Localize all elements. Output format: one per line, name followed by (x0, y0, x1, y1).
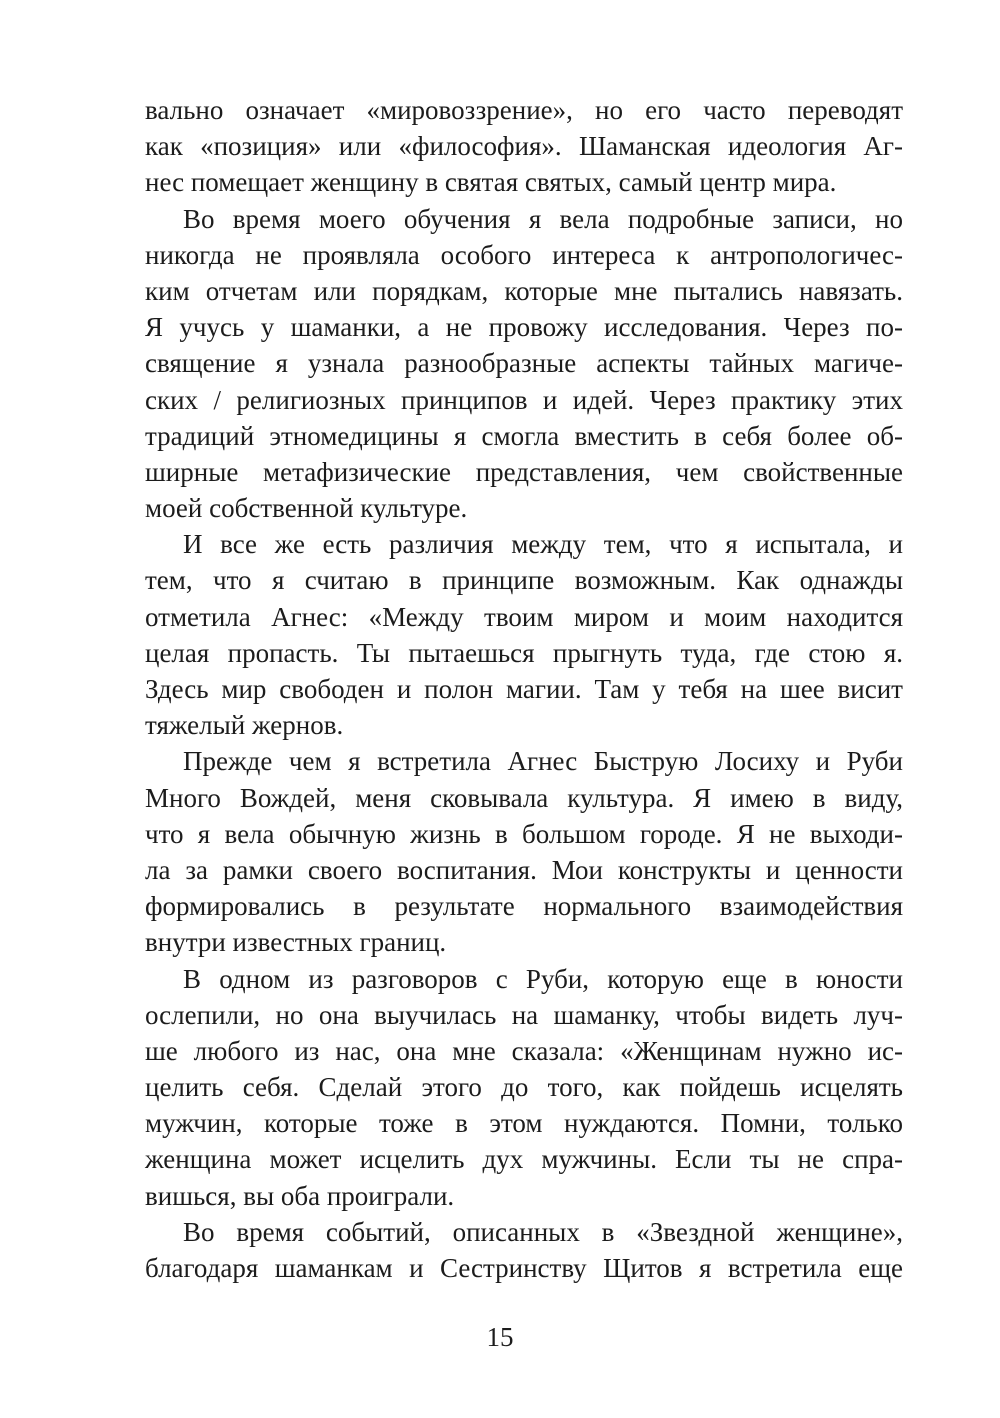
text-line: Во время моего обучения я вела подробные записи, но (183, 203, 903, 234)
text-line: традиций этномедицины я смогла вместить в себя более об- (145, 420, 903, 451)
paragraph (145, 1214, 903, 1286)
text-line: ослепили, но она выучилась на шаманку, чтобы видеть луч- (145, 999, 903, 1030)
text-line: ким отчетам или порядкам, которые мне пытались навязать. (145, 275, 903, 306)
text-line: никогда не проявляла особого интереса к антропологичес- (145, 239, 903, 270)
text-line: Прежде чем я встретила Агнес Быструю Лосиху и Руби (183, 746, 903, 777)
paragraph (145, 526, 903, 743)
text-line: нес помещает женщину в святая святых, самый центр мира. (145, 167, 837, 198)
paragraph (145, 92, 903, 201)
text-line: мужчин, которые тоже в этом нуждаются. Помни, только (145, 1108, 903, 1139)
text-line: ских / религиозных принципов и идей. Через практику этих (145, 384, 903, 415)
text-line: Здесь мир свободен и полон магии. Там у тебя на шее висит (145, 674, 903, 704)
text-line: что я вела обычную жизнь в большом городе. Я не выходи- (145, 818, 903, 849)
text-line: И все же есть различия между тем, что я испытала, и (183, 529, 903, 560)
text-line: вишься, вы оба проиграли. (145, 1180, 455, 1211)
text-line: тем, что я считаю в принципе возможным. Как однажды (145, 565, 903, 596)
text-line: вально означает «мировоззрение», но его часто переводят (145, 95, 903, 125)
paragraph (145, 743, 903, 960)
paragraph (145, 961, 903, 1214)
text-line: целая пропасть. Ты пытаешься прыгнуть туда, где стою я. (145, 637, 903, 668)
text-line: как «позиция» или «философия». Шаманская идеология Аг- (145, 131, 903, 162)
page-number: 15 (486, 1322, 514, 1352)
body-text (145, 92, 903, 1286)
text-line: священие я узнала разнообразные аспекты тайных магиче- (145, 348, 903, 379)
text-line: Я учусь у шаманки, а не провожу исследования. Через по- (145, 312, 903, 343)
text-line: тяжелый жернов. (145, 710, 344, 741)
text-line: благодаря шаманкам и Сестринству Щитов я встретила еще (145, 1253, 903, 1283)
text-line: ширные метафизические представления, чем свойственные (145, 456, 903, 487)
text-line: моей собственной культуре. (145, 493, 468, 524)
text-line: формировались в результате нормального взаимодействия (145, 891, 903, 922)
text-line: Много Вождей, меня сковывала культура. Я имею в виду, (145, 782, 903, 813)
text-line: отметила Агнес: «Между твоим миром и моим находится (145, 601, 903, 632)
text-line: ла за рамки своего воспитания. Мои конструкты и ценности (145, 854, 903, 885)
text-line: женщина может исцелить дух мужчины. Если ты не спра- (145, 1144, 903, 1175)
text-line: Во время событий, описанных в «Звездной женщине», (183, 1216, 903, 1247)
paragraph (145, 201, 903, 527)
text-line: целить себя. Сделай этого до того, как пойдешь исцелять (145, 1072, 903, 1103)
text-line: В одном из разговоров с Руби, которую еще в юности (183, 963, 903, 994)
text-line: внутри известных границ. (145, 927, 447, 958)
text-line: ше любого из нас, она мне сказала: «Женщинам нужно ис- (145, 1035, 903, 1066)
